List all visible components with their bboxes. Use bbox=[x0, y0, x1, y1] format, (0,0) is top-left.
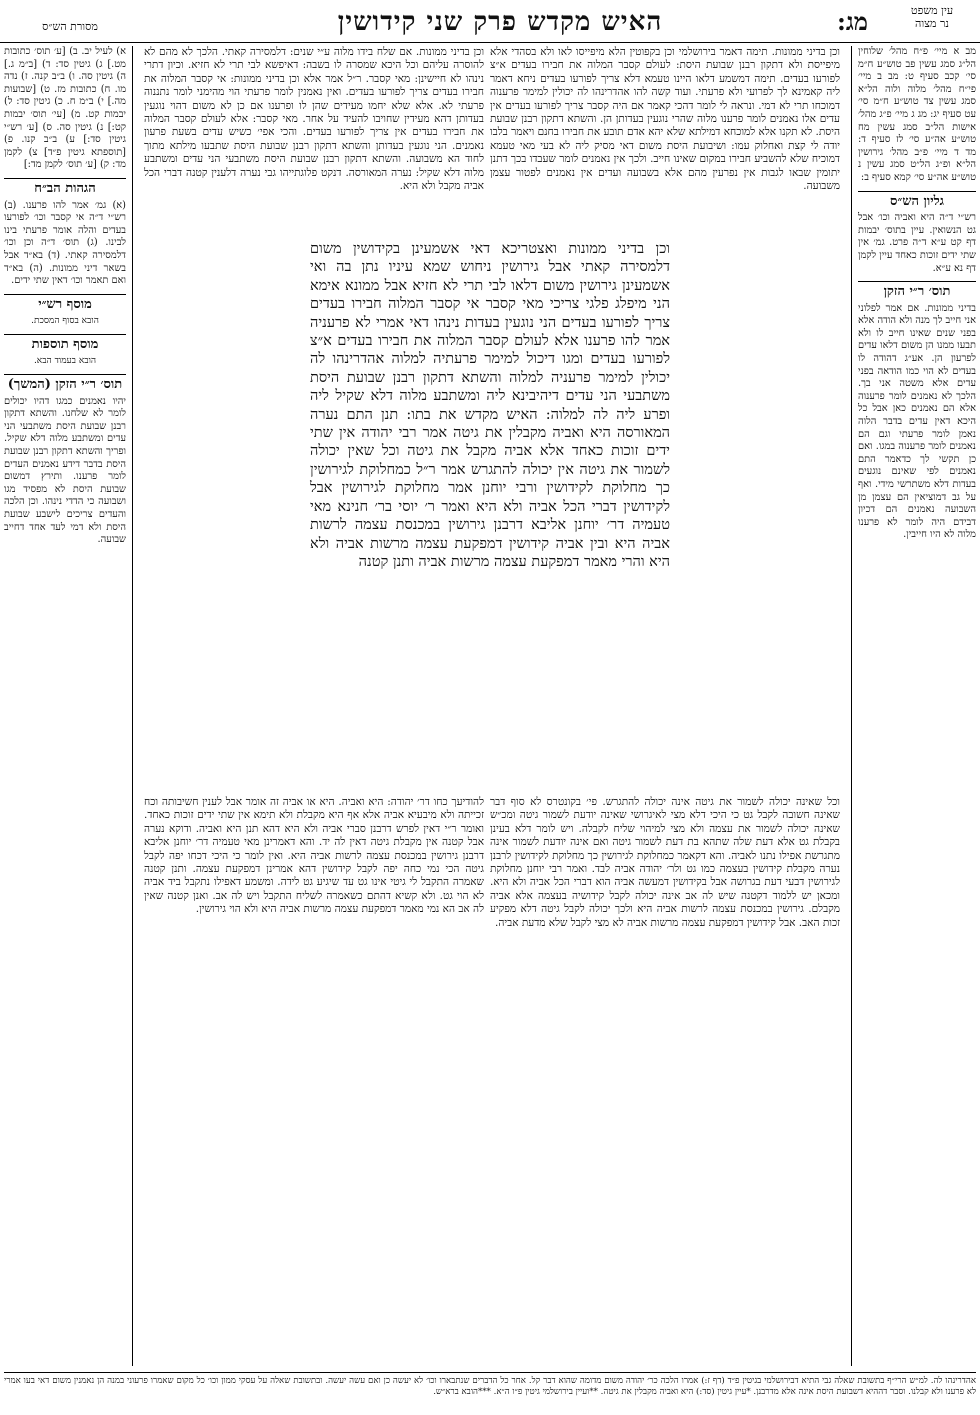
bottom-left-text: להודיעך כחו דר׳ יהודה: היא ואביה. היא או אביה זה אומר אבל לענין חשיבותה וכח זכייתה ולא מיבעיא אביה אלא אף היא מקבלת ולא תימא אין שתי ידים זוכות כאחד. ואומר ר״י דאין לפרש דרבנן סברי אביה ולא היא דהא תנן היא ואביה. ודוקא נערה אבל קטנה אין מקבלת גיטה דאין לה יד. והא דאמרינן מאי טעמיה דר׳ יוחנן אליבא דרבנן גירושין במכנסת עצמה לרשות אביה היא. ואין לומר כי היכי דכחו יפה לקבל גיטה הכי נמי כחה יפה לקבל קידושין דהא אמרינן דמפקעת עצמה. ותנן קטנה שאמרה התקבל לי גיטי אינו גט עד שיגיע גט לידה. ומשמע דאפילו נתקבל ביד אביה לא הוי גט. ולא קשיא דהתם כשאמרה לשליח התקבל ויש לה אב. ואנן קטנה שאין לה אב הא נמי מאמר דמפקעת עצמה מרשות אביה היא ולא הוי גירושין. bbox=[144, 796, 484, 916]
masoret-column bbox=[4, 46, 126, 1366]
gilyon-title: גליון הש״ס bbox=[858, 191, 976, 209]
footer-text: אהדרינהו לה. למ״ש הרי״ף בתשובת שאלה גבי התיא דבירושלמי בגיטין פ״ד (דף ז:) אמרו הלכה כר׳ יהודה משום מדומה שהוא דבר קל. אחר כל הדברים שנתבארו וכו׳ לא יעשה כן ואם עשה יעשה. ובתשובת שאלה על עסקי ממון וכו׳ כל מקום שאמרו פרעוני במנה הן נאמנין משום דאי בעו אמרי לא פרענו ולא קבלנו. וסבר דההיא דשבועת היסת אינה אלא מדרבנן. *עיין גיטין (סד:) היא ואביה מקבלין את גיטה. **ועיין בירושלמי גיטין פ״ו ה״א. ***הובא ברא״ש. bbox=[4, 1376, 976, 1397]
masoret-tos-rid-title: תוס׳ ר״י הזקן (המשך) bbox=[4, 374, 126, 392]
masoret-tos-rid-text: יהיו נאמנים כמגו דהיו יכולים לומר לא שלחנו. והשתא דתקון רבנן שבועת היסת משתבעי הני עדים ומשתבע מלוה דלא שקיל. ופריך והשתא דתקון רבנן שבועת היסת בדבר דידע נאמנים העדים לומר פרענו. ותירץ דמשום שבועת היסת לא מפסיד מגו ושבועה כי הדדי נינהו. וכן הלכה והעדים צריכים לישבע שבועת היסת ולא דמי לעד אחד דחייב שבועה. bbox=[4, 395, 126, 546]
rashi-add-sub: הובא בסוף המסכת. bbox=[31, 316, 99, 327]
ein-mishpat-label: עין משפט נר מצוה bbox=[910, 4, 954, 30]
tos-rid-text: בדיני ממונות. אם אמר לפלוני אני חייב לך מנה ולא הודה אלא בפני שנים שאינו חייב לו ולא תבעו ממנו הן משום דלאו עדים לפרעון הן. אע״ג דהודה לו בעדים לא הוי כמו הודאה בפני עדים אלא משטה אני בך. הלכך לא נאמנים לומר פרענוה אלא הם נאמנים כאן אבל כל היכא דאין עדים בדבר הלוה נאמן לומר פרעתי וגם הם נאמנים לומר פרענוה במגו. ואם כן תקשי לך כדאמר התם נאמנים לפי שאינם נוגעים בעדות דלא משתרשי מידי. ואף על גב דמוציאין הם עצמן מן השבועה נאמנים הם דכיון דבידם היה לומר לא פרענו מלוה לא היו חייבין. bbox=[858, 302, 976, 541]
page-header bbox=[0, 4, 980, 38]
tos-add-sub: הובא בעמוד הבא. bbox=[33, 356, 97, 367]
rashi-add-title: מוסף רש״י bbox=[4, 294, 126, 312]
hagahot-text: (א) גמ׳ אמר להו פרענו. (ב) רש״י ד״ה אי קסבר וכו׳ לפורעו בעדים והלה אומר פרעתי בינו לבינו. (ג) תוס׳ ד״ה וכן וכו׳ דלמסירה קאתי. (ד) בא״ד אבל בשאר דיני ממונות. (ה) בא״ד ואם תאמר וכו׳ דאין שתי ידים. bbox=[4, 199, 126, 287]
bottom-left-commentary bbox=[144, 796, 484, 1366]
ein-mishpat-column bbox=[858, 46, 976, 1366]
page-number: מג: bbox=[836, 7, 868, 36]
divider-left bbox=[132, 46, 133, 1366]
tos-add-title: מוסף תוספות bbox=[4, 334, 126, 352]
gilyon-text: רש״י ד״ה היא ואביה וכו׳ אבל גט הנשואין. עיין בתוס׳ יבמות דף קט ע״א ד״ה פרט. גמ׳ אין שתי ידים זוכות כאחד עיין לקמן דף נא ע״א. bbox=[858, 212, 976, 274]
hagahot-title: הגהות הב״ח bbox=[4, 178, 126, 196]
bottom-right-text: וכל שאינה יכולה לשמור את גיטה אינה יכולה להתגרש. פי׳ בקונטרס לא סוף דבר שאינה חשובה לקבל גט כי היכי דלא מצי לאיגרושי שאינה יודעת לשמור גיטה ומכ״ש שאינה יכולה לשמור את עצמה ולא מצי למיהוי שליח לקבלה. ויש לומר דלא בעינן בקבלת גט אלא דעת שלה שתהא בת דעת לשמור גיטה ואם אינה יודעת לשמור אינה מתגרשת אפילו נתנו לאביה. והא דקאמר כמחלוקת לגירושין כך מחלוקת לקידושין לרבנן נערה מקבלת קידושין בעצמה כמו גט ולר׳ יהודה אביה לבד. ואמר רבי יוחנן מחלוקת לגירושין דבעי דעת בגרושה אבל בקידושין דמעשה אביה הוא דברי הכל אביה ולא היא. ומכאן יש ללמוד דקטנה שיש לה אב אינה יכולה לקבל קידושיה בעצמה אלא אביה מקבלם. גירושין במכנסת עצמה לרשות אביה היא ולכך יכולה לקבל גיטה דלא מפקיע זכות האב. אבל קידושין דמפקעת עצמה מרשות אביה לא מצי לקבל שלא מדעת אביה. bbox=[490, 796, 840, 929]
tos-rid-title: תוס׳ ר״י הזקן bbox=[858, 281, 976, 299]
page-title: האיש מקדש פרק שני קידושין bbox=[337, 7, 663, 37]
bottom-right-commentary bbox=[490, 796, 840, 1366]
rashi-text: וכן בדיני ממונות. תימה דאמר בירושלמי וכן בקפוטין הלא מיפייסו לאו ולא בסהדי אלא מיפייסת ולא דתקון רבנן שבועת היסת: לעולם קסבר המלוה את חבירו בעדים א״צ לפורעו בעדים. תימה דמשמע דלאו היינו טעמא דלא צריך לפורעו בעדים ניחא דאמר ליה קאמינא לך לפרועי ולא פרעתי. ועוד קשה להו אהדרינהו לה יכולין למימר פרענוה דמוכחו תרי לא דמי. ונראה לי לומר דהכי קאמר אם היה קסבר צריך לפורעו בעדים אין עדים אלו נאמנים לומר פרענו מלוה שהרי נוגעין בעדותן הן. והשתא דתקון רבנן שבועת היסת. לא תקנו אלא למוכחא דמילתא שלא יהא אדם תובע את חבירו בחנם ויאמר בלבו יודה לי קצת ואחלוק עמו: ושיבועת היסת משום דאי מסיק ליה לא בעי מאי טעמא דמוכיח שלא להשביע חבירו במקום שאינו חייב. ולכך אין נאמנים לומר שעבדו בכך דתנן יתומין שבאו לגבות אין נפרעין מהם אלא בשבועה ועדים אין נאמנים לפטור עצמן משבועה. bbox=[490, 46, 840, 193]
header-rule bbox=[0, 42, 980, 43]
tosafot-text: וכן בדיני ממונות. אם שלח בידו מלוה ע״י שנים: דלמסירה קאתי. הלכך לא מהם לא להוסרה עליהם וכל היכא שמסרה לו בשבה: דאיפשא לבי תרי לא חזיא. וכיון דתרי נינהו לא חיישינן: מאי קסבר. ר״ל אמר אלא וכן בדיני ממונות: אי קסבר המלוה את חבירו בעדים צריך לפורעו בעדים. ואין נאמנין לומר פרעתי הוי מהימני לומר נתננוה פרעתי לא. אלא שלא יחמו מעידים שהן לו ופרענו אם כן לא משום דהוי נוגעין בעדותן דהא מעידין שחויבו להעיד על אחר. מאי קסבר: אלא לעולם קסבר המלוה את חבירו בעדים אין צריך לפורעו בעדים. והכי אפי׳ כשיש עדים בשעת פרעון נאמנים. הני נוגעין בעדותן והשתא דתקון רבנן שבועת היסת שתבעו מילתא מתוך לחוד הא משבועה. והשתא דתקון רבנן שבועת היסת משתבעי הני עדים ומשתבע מלוה דלא שקיל: נערה המאורסה. דנקט פלוגתייהו גבי נערה דלענין קטנה דברי הכל אביה מקבל ולא היא. bbox=[144, 46, 484, 193]
masoret-text: א) לעיל יב. ב) [ע׳ תוס׳ כתובות מט.] ג) גיטין סד: ד) [ב״מ ג.] ה) גיטין סה. ו) ב״ב קנה. ז) נדה מו. ח) כתובות מז. ט) [שבועות מה.] י) ב״מ ח. כ) גיטין סד: ל) יבמות קט. מ) [עי׳ תוס׳ יבמות קט:] נ) גיטין סה. ס) [ע׳ רש״י גיטין סד:] ע) ב״ב קנו. פ) [תוספתא גיטין פ״ד] צ) לקמן מד: ק) [ע׳ תוס׳ לקמן מד:] bbox=[4, 46, 126, 171]
ein-mishpat-text: מב א מיי׳ פ״ח מהל׳ שלוחין הל״ג סמג עשין פב טוש״ע ח״מ סי׳ קכב סעיף ט: מב ב מיי׳ פי״ח מהל׳ מלוה ולוה הל״א סמג עשין צד טוש״ע ח״מ סי׳ עט סעיף יג: מג ג מיי׳ פ״ג מהל׳ אישות הל״ב סמג עשין מח טוש״ע אה״ע סי׳ לז סעיף ד: מד ד מיי׳ פ״ב מהל׳ גירושין הל״א ופ״ג הל״ט סמג עשין נ טוש״ע אה״ע סי׳ קמא סעיף ב: bbox=[858, 46, 976, 183]
masoret-label: מסורת הש״ס bbox=[42, 20, 98, 33]
footer-notes bbox=[4, 1372, 976, 1412]
divider-right bbox=[851, 46, 852, 1366]
gemara-text-block bbox=[306, 238, 674, 646]
gemara-text: וכן בדיני ממונות ואצטריכא דאי אשמעינן בקידושין משום דלמסירה קאתי אבל גירושין ניחוש שמא עיניו נתן בה ואי אשמעינן גירושין משום דלאו לבי תרי לא חזיא אבל ממונא אימא הני מיפלג פלגי צריכי מאי קסבר אי קסבר המלוה חבירו בעדים צריך לפורעו בעדים הני נוגעין בעדות נינהו דאי אמרי לא פרעניה אמר להו פרענו אלא לעולם קסבר המלוה את חבירו בעדים א״צ לפורעו בעדים ומגו דיכול למימר פרעתיה למלוה אהדרינהו לה יכולין למימר פרעניה למלוה והשתא דתקון רבנן שבועת היסת משתבעי הני עדים דיהיבינא ליה ומשתבע מלוה דלא שקיל ליה ופרע ליה לה למלוה: האיש מקדש את בתו: תנן התם נערה המאורסה היא ואביה מקבלין את גיטה אמר רבי יהודה אין שתי ידים זוכות כאחד אלא אביה מקבל את גיטה וכל שאין יכולה לשמור את גיטה אין יכולה להתגרש אמר ר״ל כמחלוקת לגירושין כך מחלוקת לקידושין ורבי יוחנן אמר מחלוקת לגירושין אבל לקידושין דברי הכל אביה ולא היא ואמר ר׳ יוסי בר׳ חנינא מאי טעמיה דר׳ יוחנן אליבא דרבנן גירושין במכנסת עצמה לרשות אביה היא ובין אביה קידושין דמפקעת עצמה מרשות אביה ולא היא והרי מאמר דמפקעת עצמה מרשות אביה ותנן קטנה bbox=[310, 241, 670, 570]
